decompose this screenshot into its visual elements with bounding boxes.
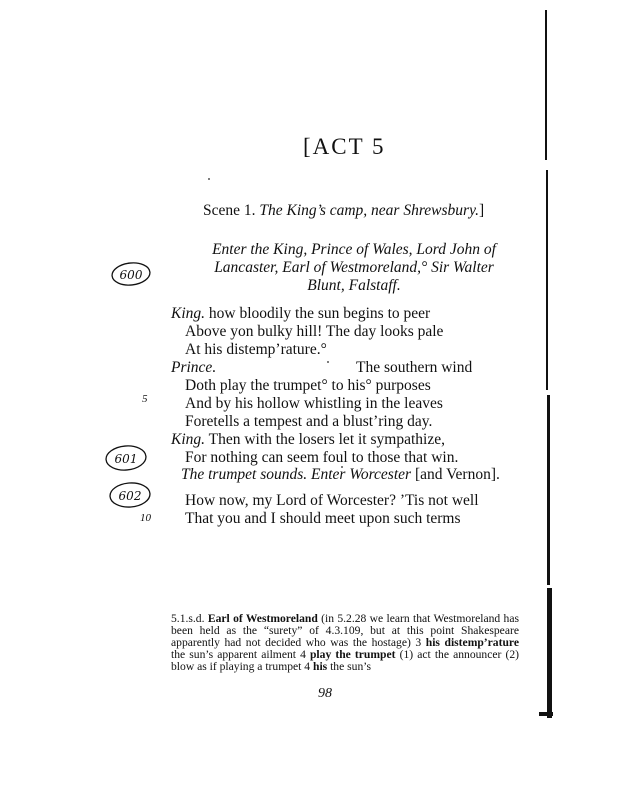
footnotes — [171, 613, 519, 673]
margin-mark-602: 602 — [118, 489, 142, 503]
stage-direction-period: . — [496, 466, 500, 483]
scan-edge-line — [547, 588, 552, 718]
scene-bracket: ] — [478, 202, 485, 219]
handwritten-circle-600 — [110, 261, 152, 287]
line-number-5: 5 — [142, 393, 148, 405]
handwritten-circle-601 — [104, 444, 148, 472]
footnote-ref: 5.1.s.d. — [171, 612, 208, 625]
act-heading: [ACT 5 — [303, 134, 386, 159]
scene-heading — [203, 202, 484, 220]
scan-speck — [208, 178, 210, 180]
verse-text: The southern wind — [356, 359, 473, 376]
verse-line: How now, my Lord of Worcester? ’Tis not well — [185, 492, 479, 509]
speech-prince — [171, 359, 472, 431]
footnote-term: play the trumpet — [309, 648, 396, 661]
scan-edge-line — [547, 395, 550, 585]
verse-line: For nothing can seem foul to those that win. — [185, 449, 459, 466]
footnote-ref: 4 — [295, 648, 310, 661]
stage-direction-line: Blunt, Falstaff. — [307, 277, 401, 294]
stage-direction-line: Lancaster, Earl of Westmoreland,° Sir Walter — [214, 259, 494, 276]
verse-line: Doth play the trumpet° to his° purposes — [185, 377, 431, 394]
footnote-text: the sun’s apparent ailment — [171, 648, 296, 661]
scan-edge-line — [546, 170, 548, 390]
footnote-ref: 4 — [301, 660, 313, 673]
opening-stage-direction — [199, 241, 509, 295]
footnote-term: Earl of Westmoreland — [207, 612, 318, 625]
verse-line: Foretells a tempest and a blust’ring day. — [185, 413, 433, 430]
verse-line — [171, 431, 458, 449]
verse-line — [171, 305, 443, 323]
stage-direction-bracket: [and Vernon] — [414, 466, 497, 483]
margin-mark-601: 601 — [114, 452, 138, 466]
scene-location: The King’s camp, near Shrewsbury. — [259, 202, 479, 219]
footnote-term: his — [313, 660, 328, 673]
page-number: 98 — [318, 686, 332, 701]
margin-mark-600: 600 — [119, 268, 143, 282]
footnote-text: (in 5.2.28 we learn that Westmoreland has been held as the “surety” of 4.3.109, but at this point Shakespeare apparently had not decided who was the hostage) — [171, 612, 519, 649]
verse-line: Above yon bulky hill! The day looks pale — [185, 323, 444, 340]
speaker-name: Prince. — [171, 359, 217, 376]
footnote-text: the sun’s — [327, 660, 371, 673]
speaker-name: King. — [171, 431, 206, 448]
verse-line: And by his hollow whistling in the leaves — [185, 395, 443, 412]
speaker-name: King. — [171, 305, 206, 322]
verse-text: Then with the losers let it sympathize, — [205, 431, 445, 448]
scan-edge-line — [545, 10, 547, 160]
verse-line — [171, 359, 472, 377]
footnote-term: his distemp’rature — [425, 636, 519, 649]
footnote-text: (1) act the announcer (2) blow as if playing a trumpet — [171, 648, 519, 673]
footnote-paragraph — [171, 613, 519, 673]
speech-king-2 — [171, 431, 458, 467]
line-number-10: 10 — [140, 512, 151, 524]
speech-king-1 — [171, 305, 443, 359]
stage-direction-line: Enter the King, Prince of Wales, Lord John of — [212, 241, 496, 258]
verse-line: That you and I should meet upon such terms — [185, 510, 461, 527]
verse-text: how bloodily the sun begins to peer — [205, 305, 431, 322]
speech-king-3 — [185, 492, 479, 528]
scene-label: Scene 1. — [203, 202, 260, 219]
verse-line: At his distemp’rature.° — [185, 341, 327, 358]
mid-stage-direction — [181, 466, 500, 484]
scan-edge-line — [539, 712, 553, 716]
handwritten-circle-602 — [108, 481, 152, 509]
stage-direction-text: The trumpet sounds. Enter Worcester — [181, 466, 415, 483]
footnote-ref: 3 — [410, 636, 426, 649]
